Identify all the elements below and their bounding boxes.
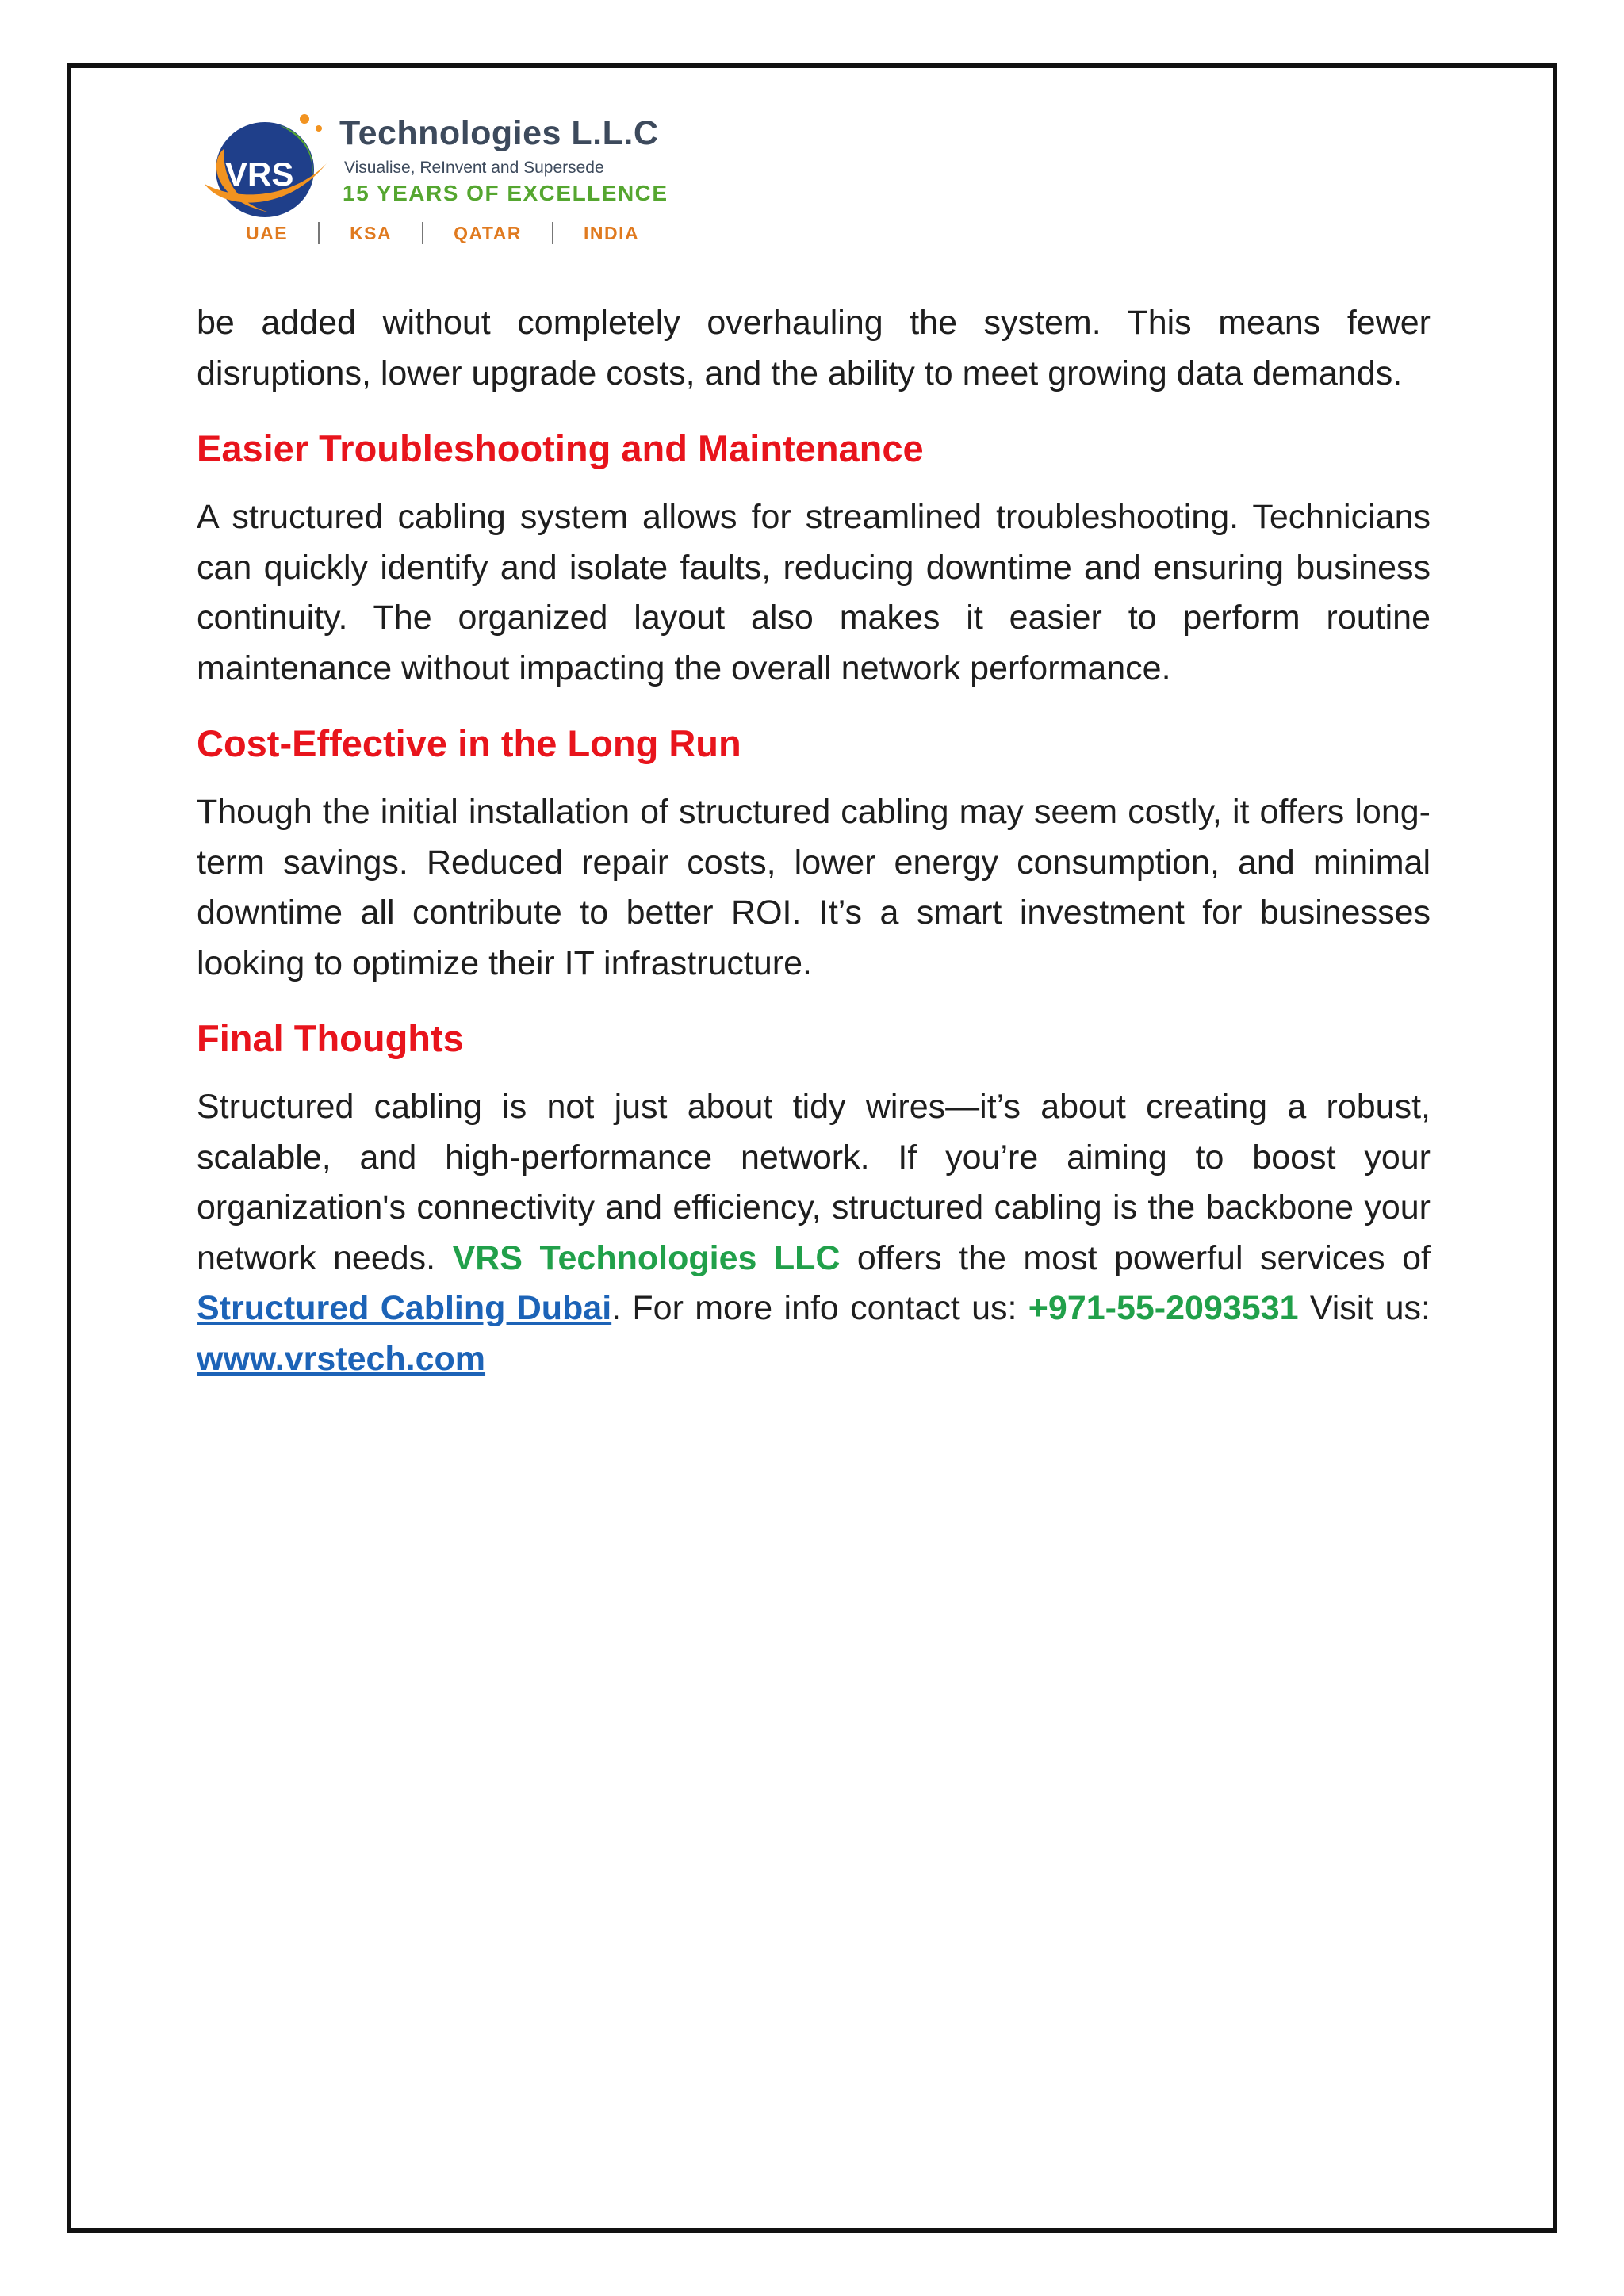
logo-company-name: Technologies L.L.C bbox=[339, 114, 659, 152]
region-divider bbox=[552, 222, 553, 244]
contact-phone: +971-55-2093531 bbox=[1028, 1289, 1299, 1327]
region-divider bbox=[318, 222, 320, 244]
region-ksa: KSA bbox=[350, 222, 393, 243]
company-logo bbox=[200, 108, 676, 251]
website-link[interactable]: www.vrstech.com bbox=[197, 1339, 486, 1378]
intro-paragraph: be added without completely overhauling the system. This means fewer disruptions, lower upgrade costs, and the ability to meet growing data demands. bbox=[197, 304, 1431, 392]
section-body-cost-effective: Though the initial installation of structured cabling may seem costly, it offers long-term savings. Reduced repair costs, lower energy consumption, and minimal downtime all contribute to better ROI. It’s a smart investment for businesses looking to optimize their IT infrastructure. bbox=[197, 793, 1431, 982]
section-body-troubleshooting: A structured cabling system allows for streamlined troubleshooting. Technicians can quickly identify and isolate faults, reducing downtime and ensuring business continuity. The organized layout also makes it easier to perform routine maintenance without impacting the overall network performance. bbox=[197, 498, 1431, 687]
logo-tagline: Visualise, ReInvent and Supersede bbox=[344, 159, 604, 177]
final-thoughts-paragraph bbox=[197, 1082, 1431, 1384]
document-body bbox=[197, 298, 1431, 1384]
section-heading-cost-effective: Cost-Effective in the Long Run bbox=[197, 722, 741, 764]
structured-cabling-dubai-link[interactable]: Structured Cabling Dubai bbox=[197, 1289, 612, 1327]
vrs-globe-logo-icon bbox=[200, 108, 335, 227]
region-uae: UAE bbox=[246, 222, 289, 243]
company-name-highlight: VRS Technologies LLC bbox=[452, 1238, 841, 1277]
region-qatar: QATAR bbox=[454, 222, 522, 243]
section-heading-troubleshooting: Easier Troubleshooting and Maintenance bbox=[197, 427, 924, 469]
section-heading-final-thoughts: Final Thoughts bbox=[197, 1017, 464, 1059]
region-india: INDIA bbox=[583, 222, 640, 243]
logo-regions bbox=[246, 222, 639, 244]
logo-years-badge: 15 YEARS OF EXCELLENCE bbox=[343, 181, 668, 205]
logo-mark-text: VRS bbox=[225, 155, 294, 193]
final-text-part-4: Visit us: bbox=[1298, 1289, 1431, 1327]
final-text-part-2: offers the most powerful services of bbox=[840, 1238, 1431, 1277]
final-text-part-3: . For more info contact us: bbox=[611, 1289, 1028, 1327]
final-text-part-1: Structured cabling is not just about tidy wires—it’s about creating a robust, scalable, and high-performance network. If you’re aiming to boost your organization's connectivity and efficiency, structured cabling is the backbone your network needs. bbox=[197, 1088, 1431, 1277]
region-divider bbox=[422, 222, 423, 244]
